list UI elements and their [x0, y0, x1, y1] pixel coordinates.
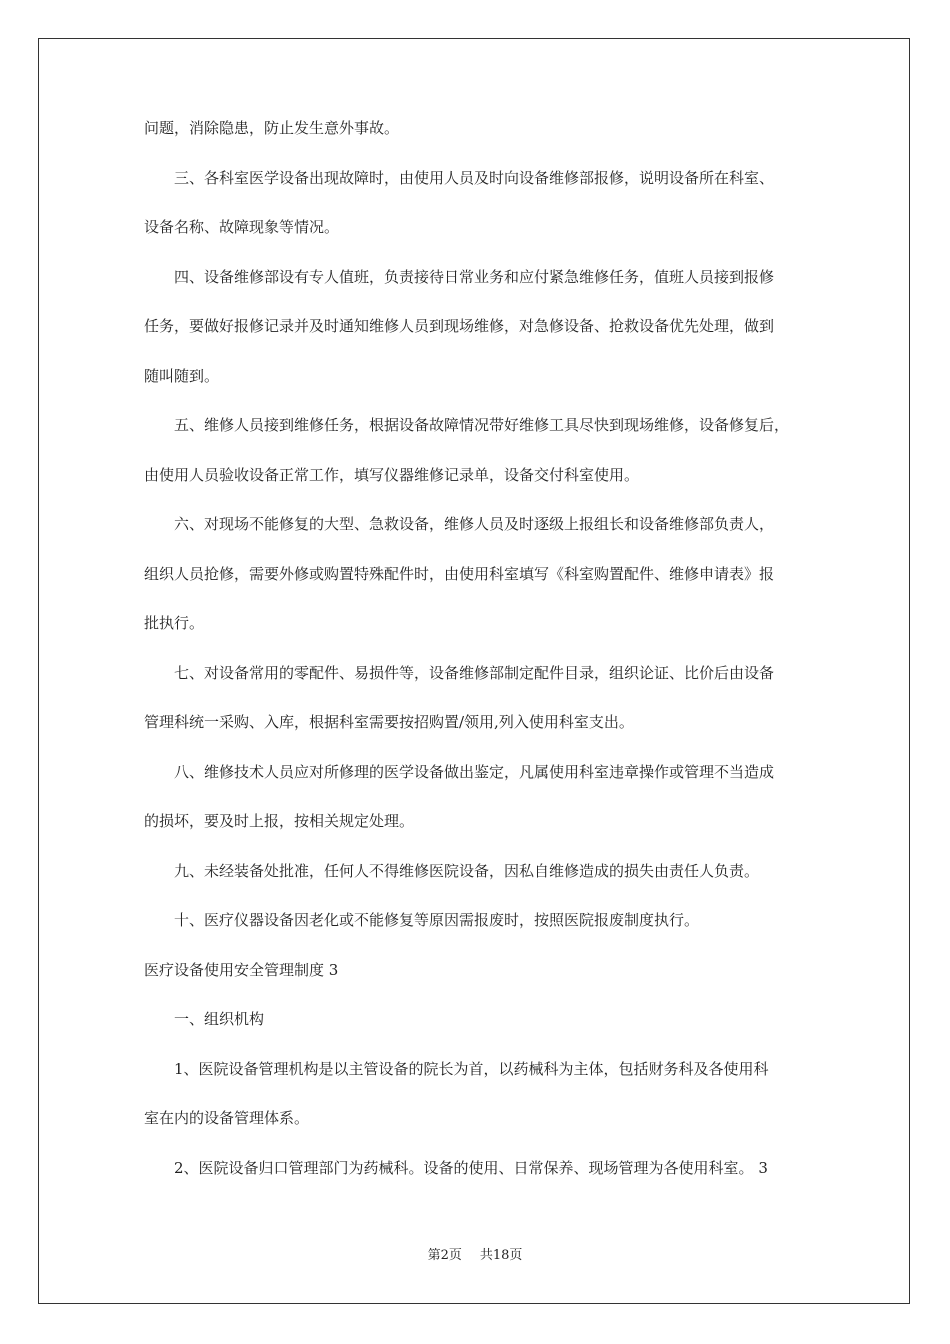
text-line-6: 随叫随到。: [144, 366, 220, 385]
text-line-9: 六、对现场不能修复的大型、急救设备，维修人员及时逐级上报组长和设备维修部负责人，: [174, 515, 775, 533]
text-line-10: 组织人员抢修，需要外修或购置特殊配件时，由使用科室填写《科室购置配件、维修申请表》报: [144, 564, 775, 583]
text-line-15: 的损坏，要及时上报，按相关规定处理。: [144, 812, 415, 830]
text-line-5: 任务，要做好报修记录并及时通知维修人员到现场维修，对急修设备、抢救设备优先处理，做到: [144, 317, 775, 335]
page-total: 共18页: [479, 1248, 523, 1263]
text-line-3: 设备名称、故障现象等情况。: [144, 218, 340, 236]
text-line-17: 十、医疗仪器设备因老化或不能修复等原因需报废时，按照医院报废制度执行。: [174, 911, 700, 929]
text-line-14: 八、维修技术人员应对所修理的医学设备做出鉴定，凡属使用科室违章操作或管理不当造成: [174, 762, 775, 781]
text-line-21: 室在内的设备管理体系。: [144, 1109, 310, 1127]
text-line-16: 九、未经装备处批准，任何人不得维修医院设备，因私自维修造成的损失由责任人负责。: [174, 861, 760, 880]
text-line-8: 由使用人员验收设备正常工作，填写仪器维修记录单，设备交付科室使用。: [144, 465, 640, 484]
text-line-2: 三、各科室医学设备出现故障时，由使用人员及时向设备维修部报修，说明设备所在科室、: [174, 168, 775, 187]
text-line-1: 问题，消除隐患，防止发生意外事故。: [144, 119, 400, 137]
page-footer: [0, 1246, 950, 1266]
text-line-12: 七、对设备常用的零配件、易损件等，设备维修部制定配件目录，组织论证、比价后由设备: [174, 663, 775, 682]
section-heading: 医疗设备使用安全管理制度 3: [144, 960, 339, 979]
text-line-11: 批执行。: [144, 614, 205, 632]
page-number: 第2页: [427, 1248, 462, 1263]
text-line-4: 四、设备维修部设有专人值班，负责接待日常业务和应付紧急维修任务，值班人员接到报修: [174, 267, 775, 286]
text-line-20: 1、医院设备管理机构是以主管设备的院长为首，以药械科为主体，包括财务科及各使用科: [174, 1059, 769, 1078]
text-line-13: 管理科统一采购、入库，根据科室需要按招购置/领用,列入使用科室支出。: [144, 713, 634, 731]
text-line-22: 2、医院设备归口管理部门为药械科。设备的使用、日常保养、现场管理为各使用科室。 3: [174, 1158, 768, 1177]
text-line-7: 五、维修人员接到维修任务，根据设备故障情况带好维修工具尽快到现场维修，设备修复后，: [174, 416, 790, 434]
document-body: [144, 116, 808, 1205]
text-line-19: 一、组织机构: [174, 1010, 265, 1028]
